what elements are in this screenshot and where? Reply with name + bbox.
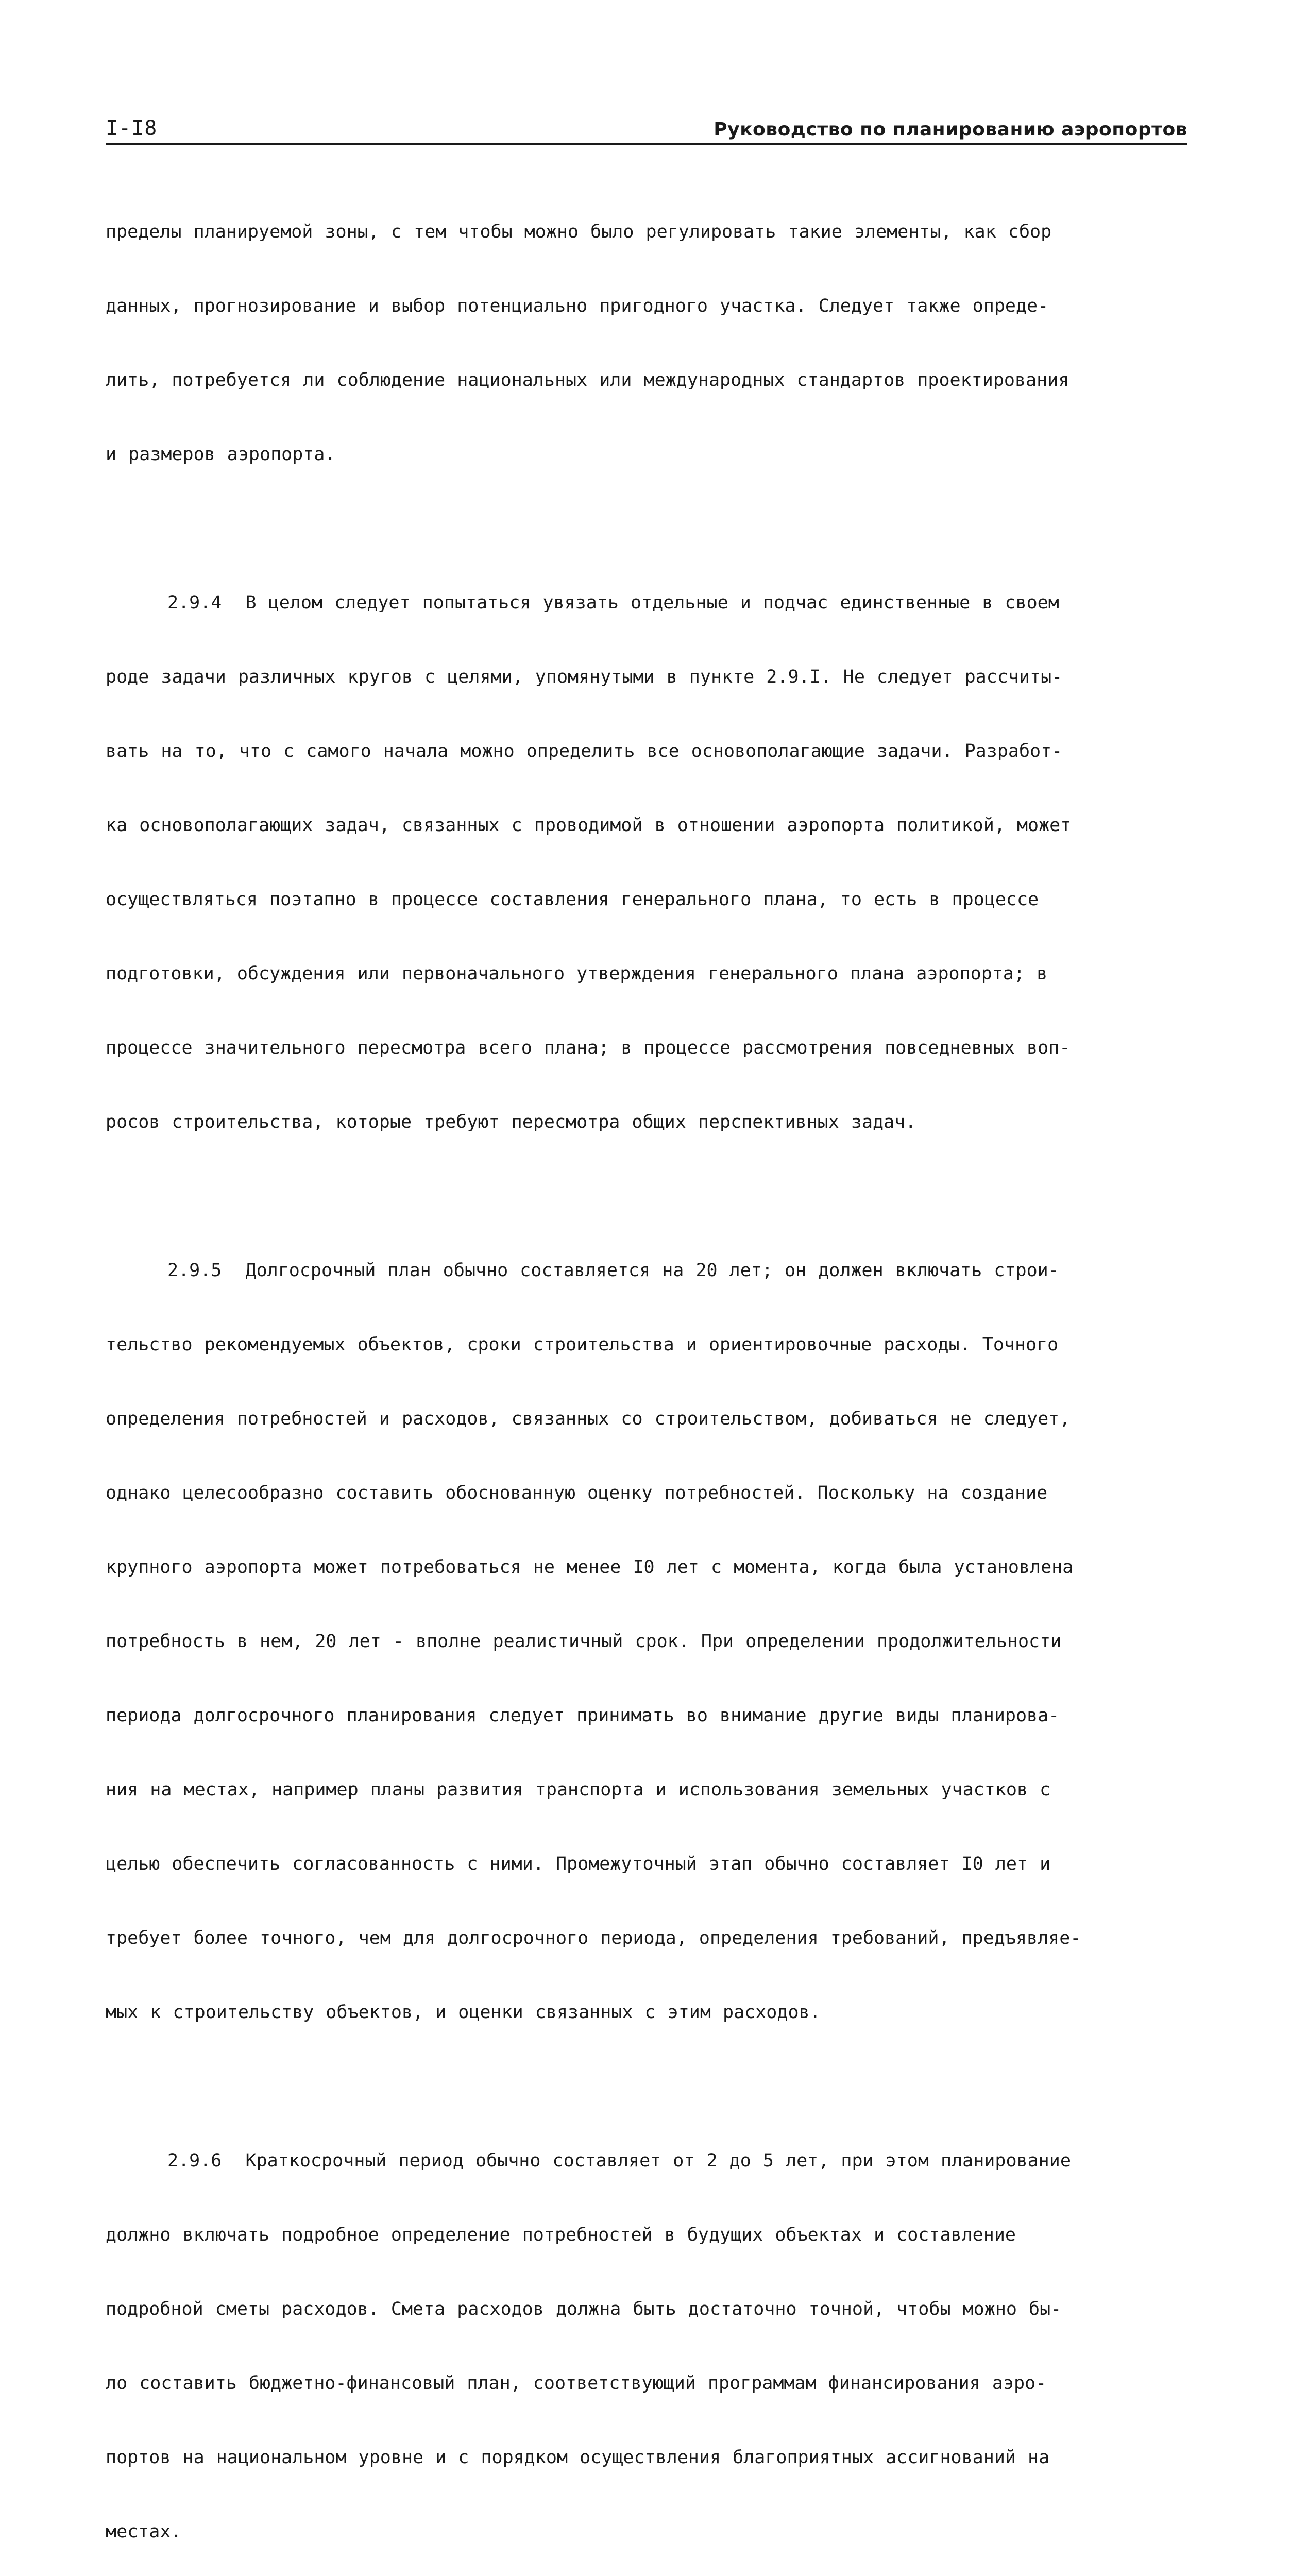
page-number: I-I8 [106, 116, 158, 140]
paragraph-2-9-6 [106, 2099, 1208, 2576]
text-line: вать на то, что с самого начала можно определить все основополагающие задачи. Разработ- [106, 741, 1063, 761]
text-line: ка основополагающих задач, связанных с проводимой в отношении аэропорта политикой, может [106, 815, 1072, 836]
text-line: мых к строительству объектов, и оценки связанных с этим расходов. [106, 2002, 821, 2023]
text-line: подготовки, обсуждения или первоначального утверждения генерального плана аэропорта; в [106, 963, 1048, 984]
text-line: ло составить бюджетно-финансовый план, соответствующий программам финансирования аэро- [106, 2373, 1047, 2394]
paragraph-continuation [106, 170, 1208, 516]
text-line: однако целесообразно составить обоснованную оценку потребностей. Поскольку на создание [106, 1483, 1048, 1503]
text-line: требует более точного, чем для долгосрочного периода, определения требований, предъявляе- [106, 1928, 1081, 1948]
text-line: целью обеспечить согласованность с ними. Промежуточный этап обычно составляет I0 лет и [106, 1854, 1051, 1874]
text-line: 2.9.4 В целом следует попытаться увязать отдельные и подчас единственные в своем [167, 592, 1059, 613]
text-line: лить, потребуется ли соблюдение национальных или международных стандартов проектирования [106, 370, 1069, 391]
text-line: портов на национальном уровне и с порядком осуществления благоприятных ассигнований на [106, 2447, 1050, 2468]
text-line: определения потребностей и расходов, связанных со строительством, добиваться не следует, [106, 1409, 1071, 1429]
text-line: 2.9.6 Краткосрочный период обычно составляет от 2 до 5 лет, при этом планирование [167, 2150, 1071, 2171]
text-line: данных, прогнозирование и выбор потенциально пригодного участка. Следует также опреде- [106, 296, 1049, 316]
text-line: должно включать подробное определение потребностей в будущих объектах и составление [106, 2225, 1016, 2245]
paragraph-2-9-5 [106, 1209, 1208, 2074]
text-line: росов строительства, которые требуют пересмотра общих перспективных задач. [106, 1112, 916, 1132]
text-line: местах. [106, 2521, 182, 2542]
text-line: потребность в нем, 20 лет - вполне реалистичный срок. При определении продолжительности [106, 1631, 1062, 1652]
text-line: процессе значительного пересмотра всего плана; в процессе рассмотрения повседневных воп- [106, 1038, 1071, 1058]
paragraph-2-9-4 [106, 541, 1208, 1184]
text-line: периода долгосрочного планирования следует принимать во внимание другие виды планирова- [106, 1705, 1060, 1726]
text-line: роде задачи различных кругов с целями, упомянутыми в пункте 2.9.I. Не следует рассчиты- [106, 667, 1063, 687]
running-title: Руководство по планированию аэропортов [714, 119, 1187, 140]
text-line: пределы планируемой зоны, с тем чтобы можно было регулировать такие элементы, как сбор [106, 222, 1052, 242]
text-line: ния на местах, например планы развития транспорта и использования земельных участков с [106, 1780, 1051, 1800]
text-line: крупного аэропорта может потребоваться не менее I0 лет с момента, когда была установлена [106, 1557, 1074, 1578]
text-line: осуществляться поэтапно в процессе составления генерального плана, то есть в процессе [106, 889, 1039, 910]
text-line: подробной сметы расходов. Смета расходов должна быть достаточно точной, чтобы можно бы- [106, 2299, 1062, 2319]
text-line: и размеров аэропорта. [106, 444, 336, 465]
text-line: тельство рекомендуемых объектов, сроки строительства и ориентировочные расходы. Точного [106, 1334, 1059, 1355]
document-body [106, 170, 1208, 2576]
text-line: 2.9.5 Долгосрочный план обычно составляется на 20 лет; он должен включать строи- [167, 1260, 1059, 1281]
page-header [106, 117, 1187, 145]
